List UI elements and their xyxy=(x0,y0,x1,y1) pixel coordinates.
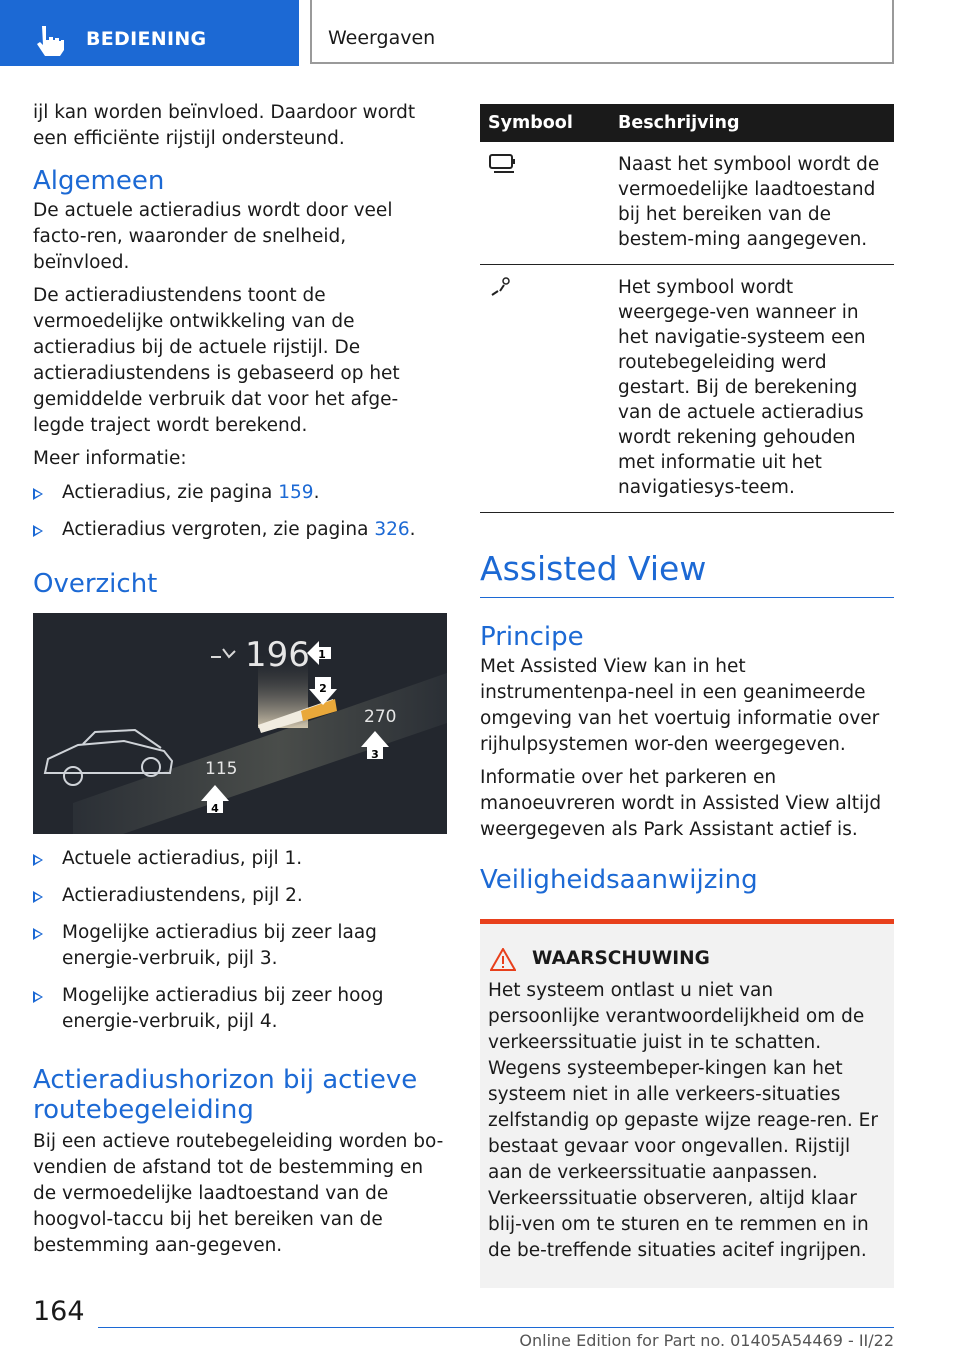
page-number: 164 xyxy=(33,1296,85,1327)
paragraph: Meer informatie: xyxy=(33,448,187,469)
heading-assisted-view-block xyxy=(480,549,894,598)
warning-triangle-icon xyxy=(490,948,516,971)
page-link[interactable]: 159 xyxy=(278,482,314,503)
route-destination-icon xyxy=(488,275,518,299)
intro-text: ijl kan worden beïnvloed. Daardoor wordt een efficiënte rijstijl ondersteund. xyxy=(33,102,416,149)
footer-rule xyxy=(98,1327,894,1328)
chapter-title: Weergaven xyxy=(328,27,436,49)
page-link[interactable]: 326 xyxy=(374,519,410,540)
list-item-text: Actieradius, zie pagina xyxy=(62,482,279,503)
table-cell-description: Naast het symbool wordt de vermoedelijke laadtoestand bij het bereiken van de bestem-ming aangegeven. xyxy=(618,142,894,265)
list-item: Actieradiustendens, pijl 2. xyxy=(33,883,447,909)
pointing-hand-icon xyxy=(30,24,66,58)
list-item-text: Actieradius vergroten, zie pagina xyxy=(62,519,375,540)
arrow-1-icon xyxy=(307,641,331,665)
table-cell-description: Het symbool wordt weergege-ven wanneer in het navigatie-systeem een routebegeleiding werd gestart. Bij de berekening van de actuele actieradius wordt rekening gehouden met informatie uit het navigatiesys-teem. xyxy=(618,265,894,513)
link-list xyxy=(33,480,447,543)
triangle-bullet-icon xyxy=(33,891,43,903)
list-item: Mogelijke actieradius bij zeer hoog energie-verbruik, pijl 4. xyxy=(33,983,447,1035)
warning-title: WAARSCHUWING xyxy=(532,948,710,969)
right-column xyxy=(480,104,894,1288)
warning-box xyxy=(480,919,894,1288)
left-column xyxy=(33,100,447,1259)
car-outline xyxy=(45,730,172,785)
range-current-value: 196 xyxy=(245,635,310,675)
paragraph: Met Assisted View kan in het instrumentenpa-neel in een geanimeerde omgeving van het voertuig informatie over rijhulpsystemen wor-den weergegeven. xyxy=(480,656,880,755)
paragraph: De actieradiustendens toont de vermoedelijke ontwikkeling van de actieradius bij de actuele rijstijl. De actieradiustendens is gebaseerd op het gemiddelde verbruik dat voor het afge-legde traject wordt berekend. xyxy=(33,285,400,436)
triangle-bullet-icon xyxy=(33,525,43,537)
range-display-figure xyxy=(33,613,447,834)
battery-charge-icon xyxy=(488,152,518,176)
svg-text:3: 3 xyxy=(371,748,379,761)
heading-algemeen: Algemeen xyxy=(33,166,165,196)
list-item: Actuele actieradius, pijl 1. xyxy=(33,846,447,872)
triangle-bullet-icon xyxy=(33,991,43,1003)
paragraph: Bij een actieve routebegeleiding worden bo-vendien de afstand tot de bestemming en de vermoedelijke laadtoestand van de hoogvol-taccu bij het bereiken van de bestemming aan-gegeven. xyxy=(33,1131,444,1256)
triangle-bullet-icon xyxy=(33,854,43,866)
heading-principe: Principe xyxy=(480,622,584,652)
section-title: BEDIENING xyxy=(86,28,207,50)
heading-overzicht: Overzicht xyxy=(33,569,158,599)
warning-text: Het systeem ontlast u niet van persoonlijke verantwoordelijkheid om de verkeerssituatie juist in te schatten. Wegens systeembeper-kingen kan het systeem niet in alle verkeers-situaties zelfstandig op gepaste wijze reage-ren. Er bestaat gevaar voor ongevallen. Rijstijl aan de verkeerssituatie aanpassen. Verkeerssituatie observeren, altijd klaar blij-ven om te sturen en te remmen en in de be-treffende situaties acitef ingrijpen. xyxy=(488,980,878,1261)
chapter-tab xyxy=(310,0,894,64)
symbol-table xyxy=(480,104,894,513)
list-item: Mogelijke actieradius bij zeer laag energie-verbruik, pijl 3. xyxy=(33,920,447,972)
triangle-bullet-icon xyxy=(33,488,43,500)
svg-text:2: 2 xyxy=(319,682,327,695)
table-header-description: Beschrijving xyxy=(618,104,894,142)
svg-text:4: 4 xyxy=(211,802,219,815)
section-tab xyxy=(0,0,299,66)
heading-veiligheid: Veiligheidsaanwijzing xyxy=(480,865,758,895)
table-row xyxy=(480,265,894,513)
range-low-value: 115 xyxy=(205,759,238,779)
svg-text:1: 1 xyxy=(318,648,326,661)
triangle-bullet-icon xyxy=(33,928,43,940)
paragraph: Informatie over het parkeren en manoeuvreren wordt in Assisted View altijd weergegeven als Park Assistant actief is. xyxy=(480,767,882,840)
table-header-symbol: Symbool xyxy=(480,104,618,142)
heading-assisted-view: Assisted View xyxy=(480,549,707,588)
table-row xyxy=(480,142,894,265)
edition-footer: Online Edition for Part no. 01405A54469 - II/22 xyxy=(519,1331,894,1350)
range-high-value: 270 xyxy=(364,707,397,727)
paragraph: De actuele actieradius wordt door veel facto-ren, waaronder de snelheid, beïnvloed. xyxy=(33,200,393,273)
legend-list xyxy=(33,846,447,1035)
heading-horizon: Actieradiushorizon bij actieve routebegeleiding xyxy=(33,1065,418,1125)
list-item: Actieradius vergroten, zie pagina 326. xyxy=(33,517,447,543)
list-item: Actieradius, zie pagina 159. xyxy=(33,480,447,506)
route-destination-icon xyxy=(211,649,235,657)
